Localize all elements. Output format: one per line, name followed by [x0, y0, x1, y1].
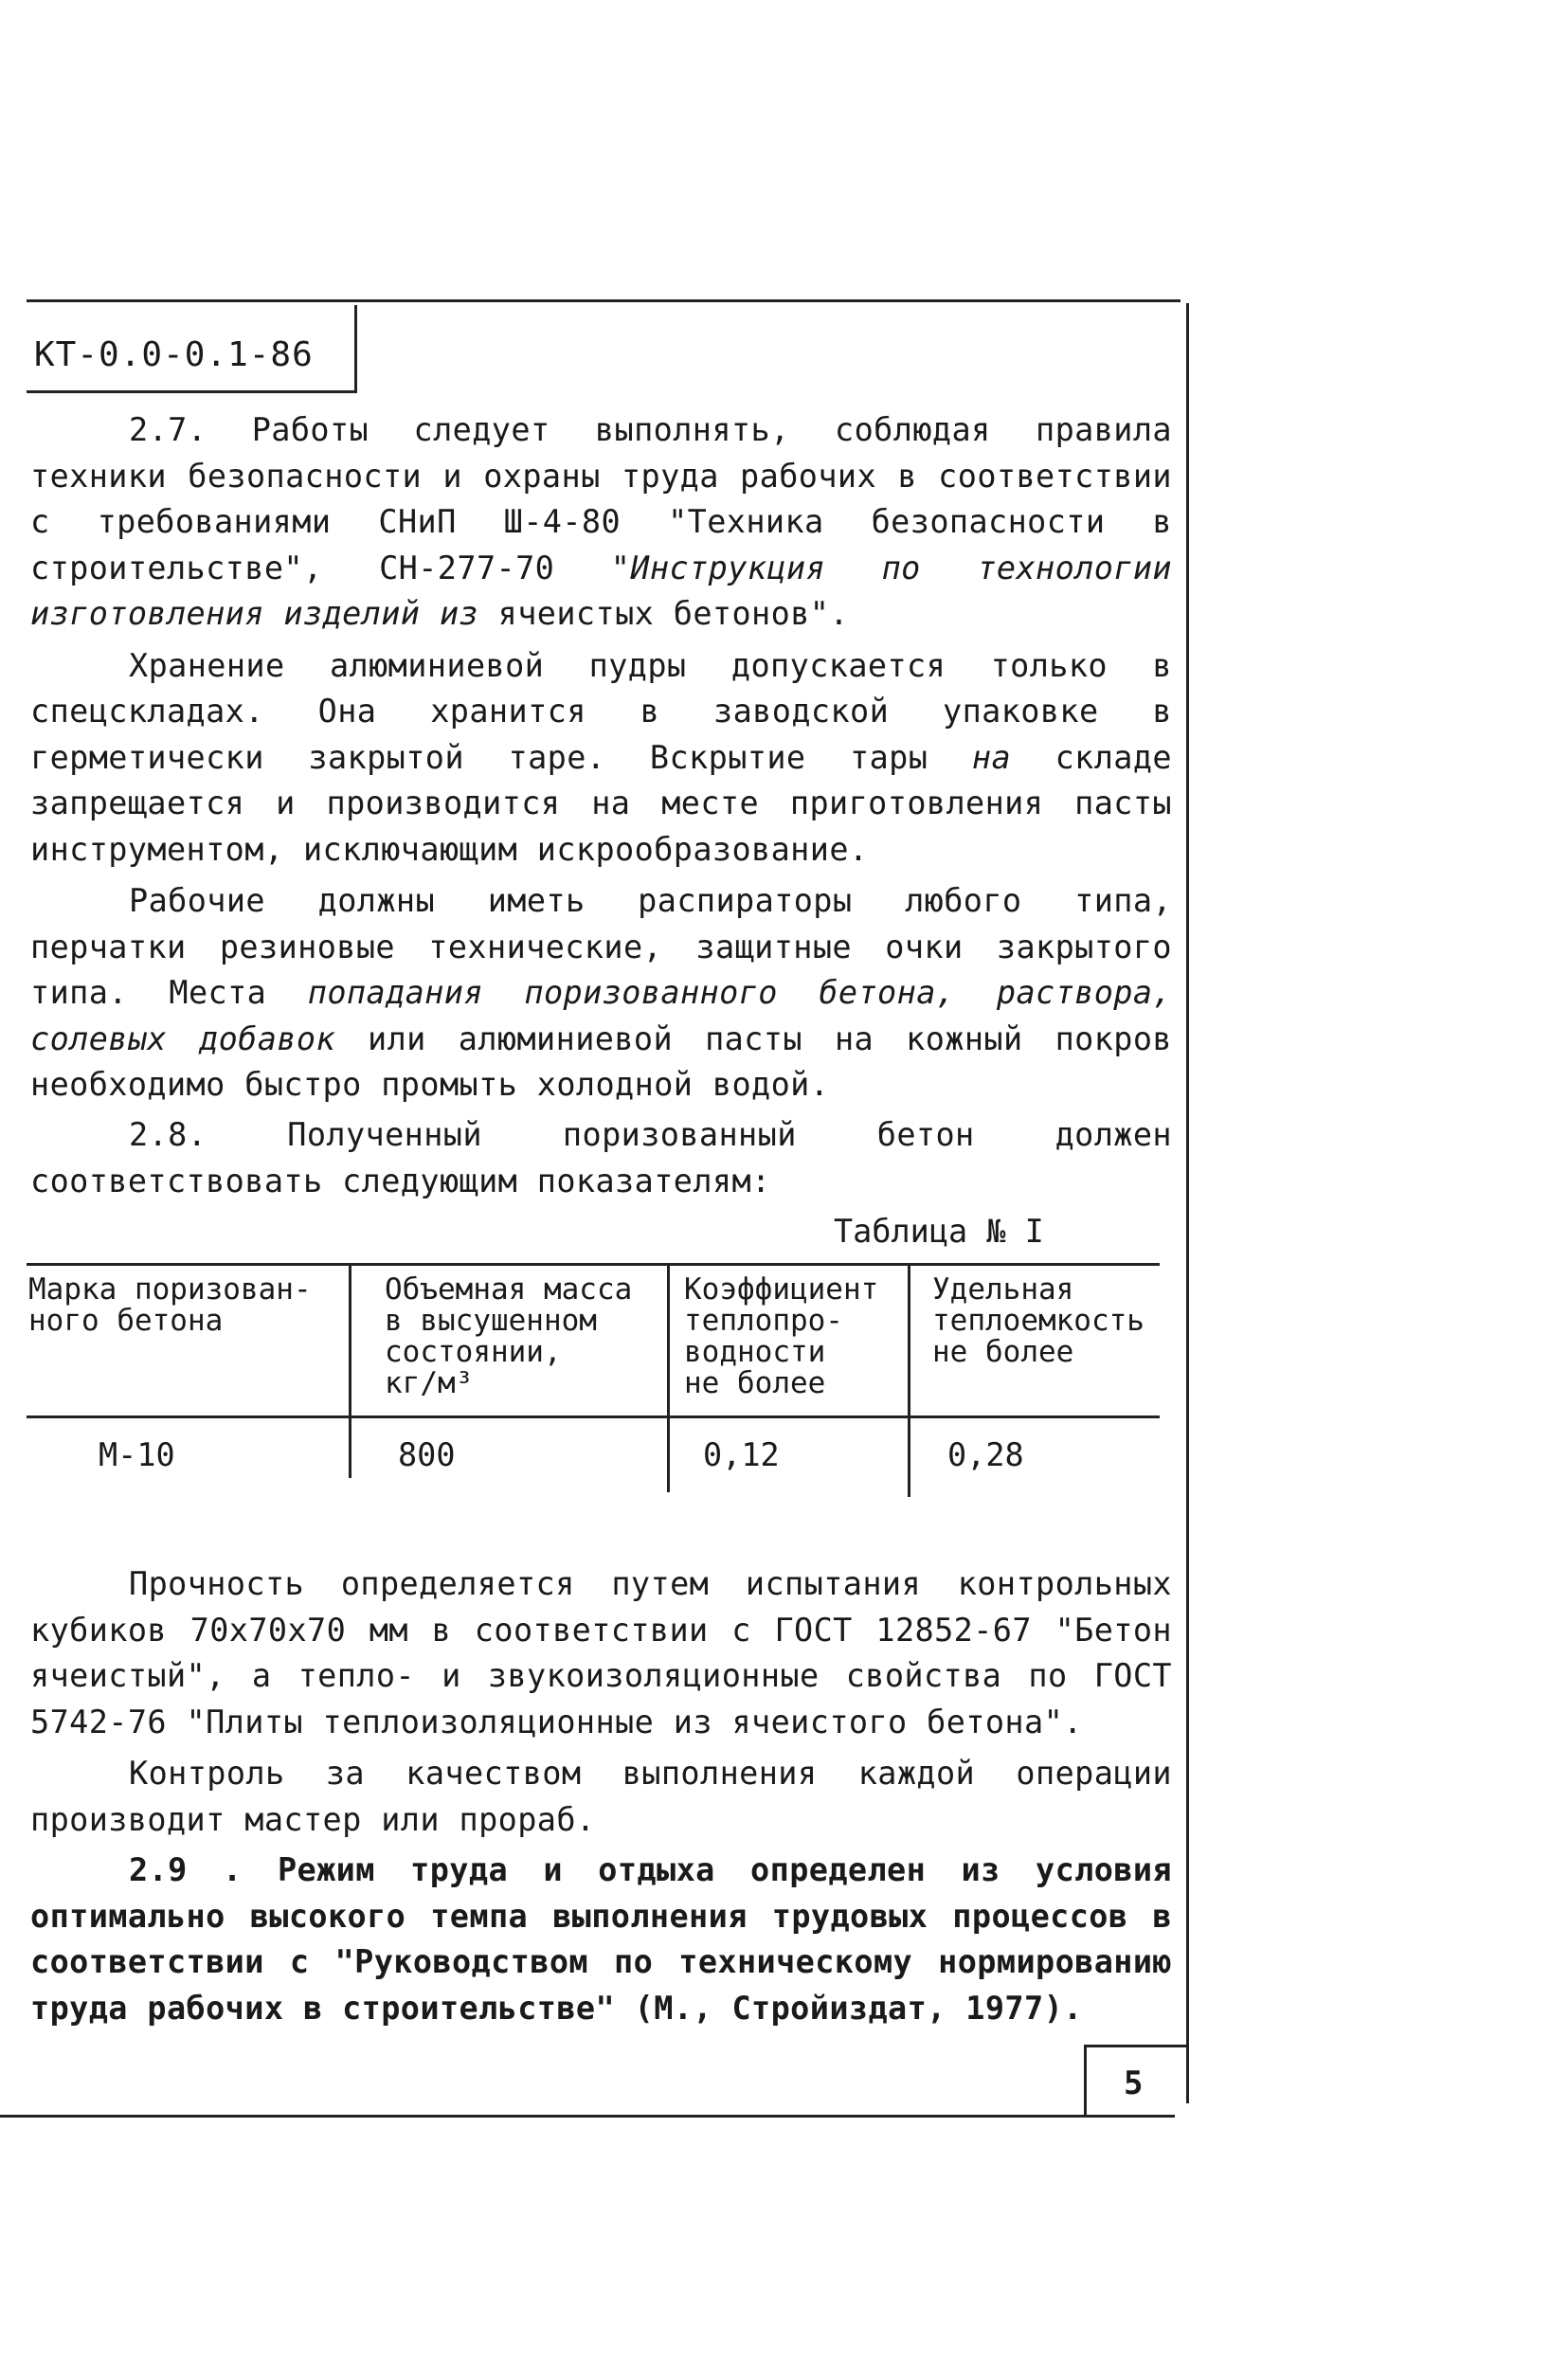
- section-2-8-continuation: [30, 1561, 1172, 1843]
- page-number: 5: [1124, 2064, 1144, 2102]
- paragraph-protective-equipment-text: Рабочие должны иметь распираторы любого типа, перчатки резиновые технические, защитные очки закрытого типа. Места: [30, 882, 1172, 1011]
- table-header-density: [385, 1274, 632, 1399]
- paragraph-aluminium-storage-text: Хранение алюминиевой пудры допускается только в спецскладах. Она хранится в заводской упаковке в герметически закрытой таре. Вскрытие тары: [30, 646, 1172, 776]
- paragraph-concrete-requirements: 2.8. Полученный поризованный бетон должен соответствовать следующим показателям:: [30, 1116, 1172, 1199]
- table-header-density-line-4: кг/м³: [385, 1366, 474, 1400]
- paragraph-protective-equipment-end: или алюминиевой пасты на кожный покров необходимо быстро промыть холодной водой.: [30, 1019, 1172, 1103]
- table-header-grade: [28, 1274, 312, 1337]
- section-2-8-intro: [30, 1112, 1172, 1204]
- table-header-conductivity-line-1: Коэффициент: [684, 1272, 879, 1307]
- paragraph-quality-control: Контроль за качеством выполнения каждой операции производит мастер или прораб.: [30, 1755, 1172, 1838]
- top-border-line: [27, 299, 1181, 302]
- table-header-grade-line-1: Марка поризован-: [28, 1272, 312, 1307]
- paragraph-safety-rules: [30, 407, 1172, 638]
- paragraph-safety-rules-italic: "Инструкция по технологии изготовления изделий из: [30, 549, 1172, 632]
- right-border-line: [1186, 303, 1189, 2103]
- table-header-grade-line-2: ного бетона: [28, 1304, 224, 1338]
- table-col-divider-3: [908, 1265, 910, 1497]
- table-cell-grade: М-10: [99, 1436, 175, 1473]
- table-header-density-line-2: в высушенном: [385, 1304, 597, 1338]
- table-col-divider-1: [349, 1265, 351, 1478]
- paragraph-strength-testing: Прочность определяется путем испытания контрольных кубиков 70х70х70 мм в соответствии с ГОСТ 12852-67 "Бетон ячеистый", а тепло- и звукоизоляционные свойства по ГОСТ 5742-76 "Плиты теплоизоляционные из ячеистого бетона".: [30, 1565, 1172, 1740]
- table-header-conductivity-line-2: теплопро-: [684, 1304, 843, 1338]
- section-2-9: [30, 1848, 1172, 2031]
- paragraph-aluminium-storage: [30, 643, 1172, 874]
- table-header-bottom-line: [27, 1415, 1160, 1418]
- table-header-heat-capacity-line-1: Удельная: [932, 1272, 1074, 1307]
- table-cell-heat-capacity: 0,28: [947, 1436, 1024, 1473]
- table-header-conductivity: [684, 1274, 878, 1399]
- table-header-conductivity-line-4: не более: [684, 1366, 826, 1400]
- section-2-7: [30, 407, 1172, 1109]
- page-box-top-line: [1084, 2045, 1188, 2047]
- paragraph-protective-equipment: [30, 878, 1172, 1109]
- paragraph-aluminium-storage-end: складе запрещается и производится на месте приготовления пасты инструментом, исключающим искрообразование.: [30, 738, 1172, 868]
- table-header-heat-capacity-line-3: не более: [932, 1335, 1074, 1369]
- page-box-left-line: [1084, 2046, 1087, 2117]
- paragraph-protective-equipment-italic: попадания поризованного бетона, раствора, солевых добавок: [30, 974, 1172, 1057]
- table-header-density-line-3: состоянии,: [385, 1335, 562, 1369]
- paragraph-work-rest-regime: 2.9 . Режим труда и отдыха определен из условия оптимально высокого темпа выполнения трудовых процессов в соответствии с "Руководством по техническому нормированию труда рабочих в строительстве" (М., Стройиздат, 1977).: [30, 1851, 1172, 2027]
- code-box-right-line: [354, 305, 357, 393]
- paragraph-safety-rules-text: 2.7. Работы следует выполнять, соблюдая правила техники безопасности и охраны труда рабочих в соответствии с требованиями СНиП Ш-4-80 "Техника безопасности в строительстве", СН-277-70: [30, 411, 1172, 586]
- paragraph-aluminium-storage-italic: на: [971, 738, 1012, 776]
- code-box-bottom-line: [27, 390, 357, 393]
- table-title: Таблица № I: [834, 1213, 1044, 1250]
- paragraph-safety-rules-end: ячеистых бетонов".: [478, 595, 849, 632]
- table-header-conductivity-line-3: водности: [684, 1335, 826, 1369]
- table-top-line: [27, 1263, 1160, 1266]
- bottom-border-line: [0, 2115, 1175, 2118]
- table-cell-density: 800: [398, 1436, 456, 1473]
- table-header-heat-capacity-line-2: теплоемкость: [932, 1304, 1144, 1338]
- table-header-density-line-1: Объемная масса: [385, 1272, 633, 1307]
- table-cell-conductivity: 0,12: [703, 1436, 780, 1473]
- table-col-divider-2: [667, 1265, 670, 1492]
- document-code: КТ-0.0-0.1-86: [34, 335, 314, 374]
- table-header-heat-capacity: [932, 1274, 1144, 1368]
